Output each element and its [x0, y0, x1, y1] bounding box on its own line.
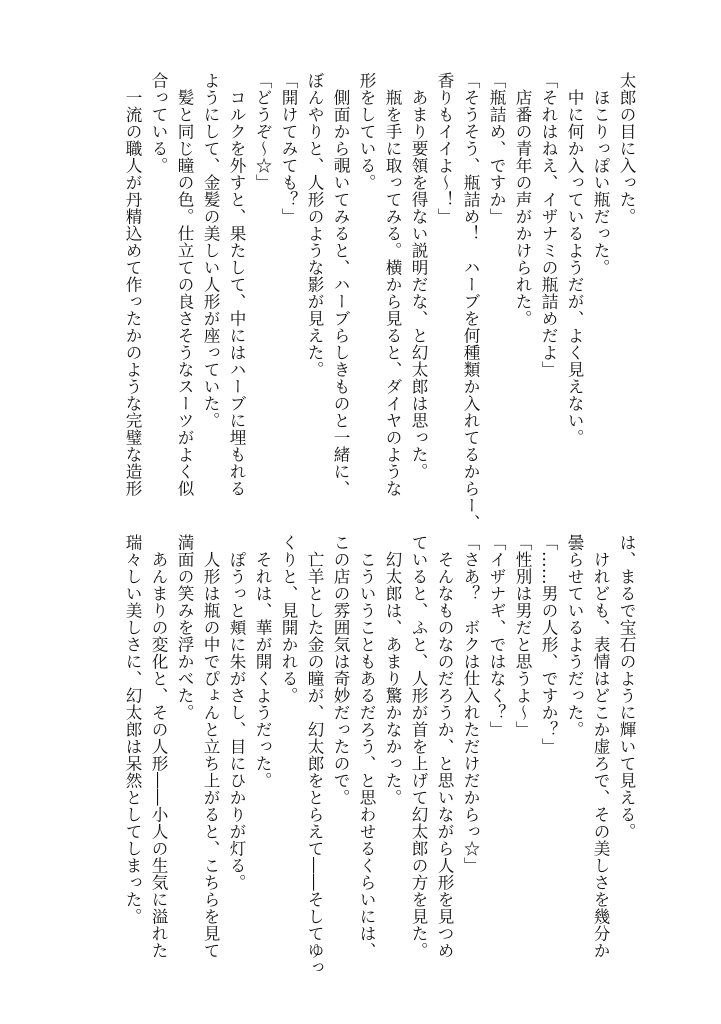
text-line: ようにして、金髪の美しい人形が座っていた。 [201, 72, 220, 429]
text-line: この店の雰囲気は奇妙だったので。 [331, 534, 350, 806]
text-line: 曇らせているようだった。 [565, 534, 584, 738]
text-line: 「瓶詰め、ですか」 [487, 72, 506, 225]
text-line: こういうこともあるだろう、と思わせるくらいには、 [357, 534, 376, 959]
text-line: 「性別は男だと思うよ〜」 [513, 534, 532, 738]
text-line: 「開けてみても？」 [279, 72, 298, 225]
text-line: 店番の青年の声がかけられた。 [513, 72, 532, 327]
text-line: 「どうぞ〜☆」 [253, 72, 272, 191]
text-line: ていると、ふと、人形が首を上げて幻太郎の方を見た。 [409, 534, 428, 959]
text-line: くりと、見開かれる。 [279, 534, 298, 704]
text-line: 「それはねえ、イザナミの瓶詰めだよ」 [539, 72, 558, 378]
text-line: コルクを外すと、果たして、中にはハーブに埋もれる [227, 72, 246, 497]
text-line: ぼんやりと、人形のような影が見えた。 [305, 72, 324, 378]
text-line: 「さあ？ ボクは仕入れただけだからっ☆」 [461, 534, 480, 874]
text-line: 中に何か入っているようだが、よく見えない。 [565, 72, 584, 446]
text-line: あんまりの変化と、その人形――小人の生気に溢れた [149, 534, 168, 959]
text-line: そんなものなのだろうか、と思いながら人形を見つめ [435, 534, 454, 959]
text-line: 太郎の目に入った。 [617, 72, 636, 225]
text-line: ぽうっと頬に朱がさし、目にひかりが灯る。 [227, 534, 246, 891]
text-line: 形をしている。 [357, 72, 376, 191]
text-line: 満面の笑みを浮かべた。 [175, 534, 194, 721]
text-line: 合っている。 [149, 72, 168, 174]
text-line: 瑞々しい美しさに、幻太郎は呆然としてしまった。 [123, 534, 142, 925]
text-line: 幻太郎は、あまり驚かなかった。 [383, 534, 402, 806]
text-line: 人形は瓶の中でぴょんと立ち上がると、こちらを見て [201, 534, 220, 959]
text-line: 側面から覗いてみると、ハーブらしきものと一緒に、 [331, 72, 350, 497]
text-line: けれども、表情はどこか虚ろで、その美しさを幾分か [591, 534, 610, 959]
text-line: 「……男の人形、ですか？」 [539, 534, 558, 755]
text-block-bottom [119, 534, 639, 976]
text-line: あまり要領を得ない説明だな、と幻太郎は思った。 [409, 72, 428, 480]
text-line: 瓶を手に取ってみる。横から見ると、ダイヤのような [383, 72, 402, 497]
text-line: 「イザナギ、ではなく？」 [487, 534, 506, 738]
text-line: 髪と同じ瞳の色。仕立ての良さそうなスーツがよく似 [175, 72, 194, 497]
text-line: 「そうそう、瓶詰め！ ハーブを何種類か入れてるからー、 [461, 72, 480, 531]
text-line: 香りもイイよ〜！」 [435, 72, 454, 225]
text-line: は、まるで宝石のように輝いて見える。 [617, 534, 636, 840]
text-line: 亡羊とした金の瞳が、幻太郎をとらえて――そしてゆっ [305, 534, 324, 976]
text-line: ほこりっぽい瓶だった。 [591, 72, 610, 276]
text-line: 一流の職人が丹精込めて作ったかのような完璧な造形 [123, 72, 142, 497]
text-block-top [119, 72, 639, 531]
text-line: それは、華が開くようだった。 [253, 534, 272, 789]
